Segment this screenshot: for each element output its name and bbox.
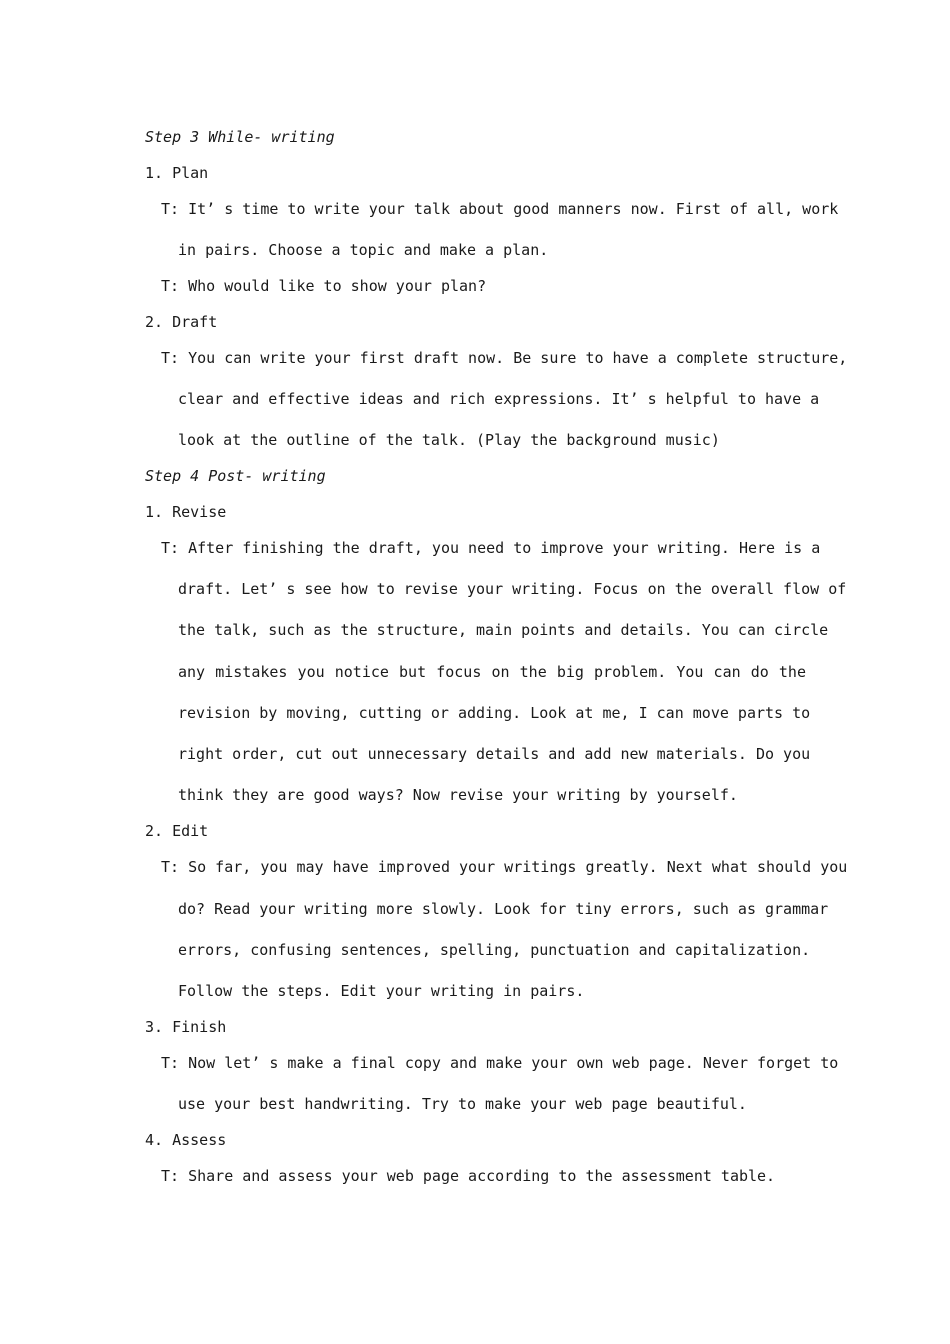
plan-paragraph-2-line-1: T: Who would like to show your plan? bbox=[161, 277, 487, 295]
edit-line-1: T: So far, you may have improved your writings greatly. Next what should you bbox=[161, 858, 848, 876]
revise-line-7: think they are good ways? Now revise your writing by yourself. bbox=[178, 786, 738, 804]
assess-title: 4. Assess bbox=[145, 1131, 227, 1149]
plan-title: 1. Plan bbox=[145, 164, 209, 182]
assess-line-1: T: Share and assess your web page according to the assessment table. bbox=[161, 1167, 776, 1185]
draft-line-3: look at the outline of the talk. (Play the background music) bbox=[178, 431, 720, 449]
edit-line-3: errors, confusing sentences, spelling, punctuation and capitalization. bbox=[178, 941, 811, 959]
revise-line-2: draft. Let’ s see how to revise your writing. Focus on the overall flow of bbox=[178, 580, 847, 598]
edit-line-2: do? Read your writing more slowly. Look for tiny errors, such as grammar bbox=[178, 900, 829, 918]
finish-line-1: T: Now let’ s make a final copy and make your own web page. Never forget to bbox=[161, 1054, 839, 1072]
edit-line-4: Follow the steps. Edit your writing in pairs. bbox=[178, 982, 585, 1000]
step3-heading: Step 3 While- writing bbox=[145, 128, 335, 146]
draft-line-1: T: You can write your first draft now. Be sure to have a complete structure, bbox=[161, 349, 848, 367]
step4-heading: Step 4 Post- writing bbox=[145, 467, 326, 485]
revise-line-4: any mistakes you notice but focus on the big problem. You can do the bbox=[178, 663, 806, 681]
revise-line-6: right order, cut out unnecessary details and add new materials. Do you bbox=[178, 745, 811, 763]
plan-paragraph-1-line-1: T: It’ s time to write your talk about good manners now. First of all, work bbox=[161, 200, 839, 218]
plan-paragraph-1-line-2: in pairs. Choose a topic and make a plan. bbox=[178, 241, 549, 259]
revise-line-3: the talk, such as the structure, main points and details. You can circle bbox=[178, 621, 829, 639]
finish-line-2: use your best handwriting. Try to make your web page beautiful. bbox=[178, 1095, 747, 1113]
draft-title: 2. Draft bbox=[145, 313, 218, 331]
finish-title: 3. Finish bbox=[145, 1018, 227, 1036]
revise-line-5: revision by moving, cutting or adding. Look at me, I can move parts to bbox=[178, 704, 811, 722]
revise-line-1: T: After finishing the draft, you need to improve your writing. Here is a bbox=[161, 539, 821, 557]
edit-title: 2. Edit bbox=[145, 822, 209, 840]
draft-line-2: clear and effective ideas and rich expressions. It’ s helpful to have a bbox=[178, 390, 820, 408]
revise-title: 1. Revise bbox=[145, 503, 227, 521]
